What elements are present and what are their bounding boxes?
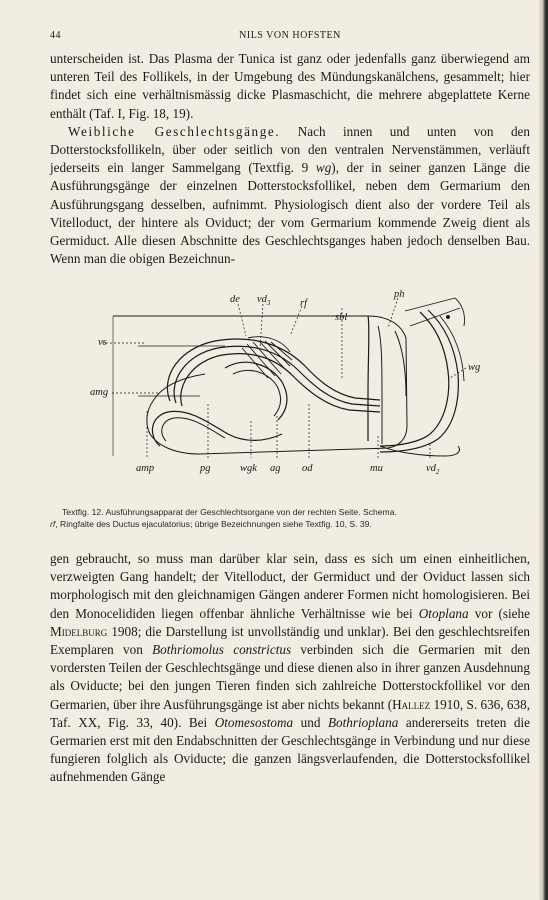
caption-line-2: rf, Ringfalte des Ductus ejaculatorius; übrige Bezeichnungen siehe Textfig. 10, S. 39. — [50, 519, 372, 529]
label-amp: amp — [136, 463, 155, 474]
book-spine-edge — [539, 0, 548, 900]
label-wgk: wgk — [240, 463, 257, 474]
textfig-12-diagram — [50, 286, 530, 496]
label-sbl: sbl — [335, 312, 348, 323]
label-vd3: $vd_3$ — [257, 294, 271, 307]
label-pg: pg — [200, 463, 211, 474]
figure-caption — [50, 506, 530, 530]
caption-line-1: Textfig. 12. Ausführungsapparat der Geschlechtsorgane von der rechten Seite. Schema. — [62, 507, 397, 517]
label-vs: vs — [98, 337, 107, 348]
label-wg: wg — [468, 362, 481, 373]
paragraph-female-ducts: Weibliche Geschlechtsgänge. Nach innen und unten von den Dotterstocksfollikeln, über oder seitlich von den ventralen Nervenstämmen, verläuft jederseits ein langer Sammelgang (Textfig. 9 wg), der in seiner ganzen Länge die Ausführungsgänge der einzelnen Dotterstocksfollikel, neben dem Germarium den Ausführungsgang desselben, aufnimmt. Physiologisch dient also der vordere Teil als Vitelloduct, der hintere als Oviduct; der vom Germarium kommende Zweig dient als Germiduct. Alle diesen Abschnitte des Geschlechtsganges haben jedoch denselben Bau. Wenn man die obigen Bezeichnun- — [50, 123, 530, 267]
label-ag: ag — [270, 463, 281, 474]
paragraph-homology: gen gebraucht, so muss man darüber klar sein, dass es sich um einen einheitlichen, verzweigten Gang handelt; der Vitelloduct, der Germiduct und der Oviduct lassen sich morphologisch mit den gleichnamigen Gängen anderer Formen nicht homologisieren. Bei den Monocelididen liegen offenbar ähnliche Verhältnisse wie bei Otoplana vor (siehe Midelburg 1908; die Darstellung ist unvollständig und unklar). Bei den geschlechtsreifen Exemplaren von Bothriomolus constrictus verbinden sich die Germarien mit den vordersten Teilen der Geschlechtsgänge und diese dienen also in ihrer ganzen Ausdehnung als Oviducte; bei den jungen Tieren finden sich zahlreiche Dotterstockfollikel vor den Germarien, über ihre Ausführungsgänge ist aber nichts bekannt (Hallez 1910, S. 636, 638, Taf. XX, Fig. 33, 40). Bei Otomesostoma und Bothrioplana andererseits treten die Germarien erst mit den Endabschnitten der Geschlechtsgänge in Verbindung und nur diese fungieren folglich als Oviducte; die ganzen längsverlaufenden, die Dotterstocksfollikel aufnehmenden Gänge — [50, 551, 531, 785]
page-header — [50, 30, 530, 44]
text-block-top — [50, 50, 530, 268]
label-vd2: $vd_2$ — [426, 463, 440, 476]
label-de: de — [230, 294, 240, 305]
label-amg: amg — [90, 387, 109, 398]
label-od: od — [302, 463, 313, 474]
label-ph: ph — [394, 289, 405, 300]
page-number: 44 — [50, 30, 61, 41]
text-block-bottom — [50, 550, 530, 787]
label-rf: rf — [300, 298, 308, 309]
running-title: NILS VON HOFSTEN — [239, 30, 341, 41]
label-mu: mu — [370, 463, 383, 474]
section-heading: Weibliche Geschlechtsgänge. — [68, 123, 281, 139]
paragraph-plasma: unterscheiden ist. Das Plasma der Tunica ist ganz oder jedenfalls ganz überwiegend am unteren Teil des Follikels, in der Umgebung des Mündungskanälchens, gesammelt; hier findet sich eine verhältnismässig dicke Plasmaschicht, die mehrere abgeplattete Kerne enthält (Taf. I, Fig. 18, 19). — [50, 51, 530, 121]
